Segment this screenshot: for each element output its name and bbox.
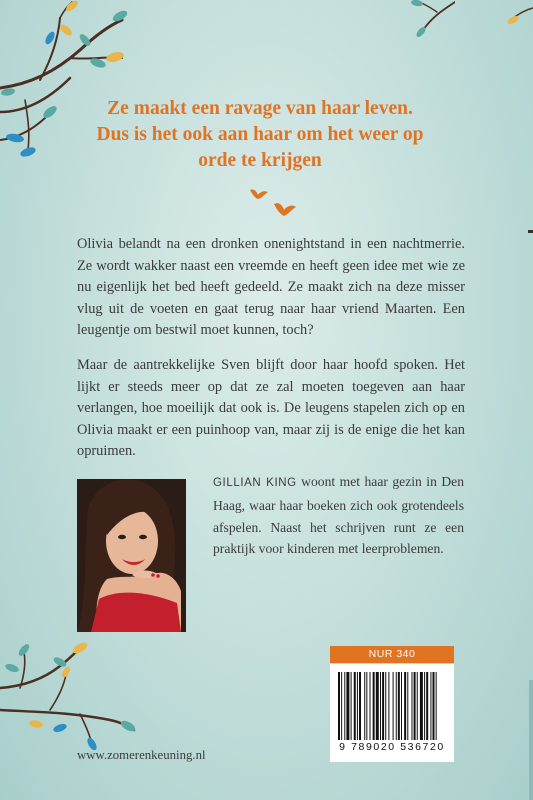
tree-branch-bottom-left (0, 640, 140, 750)
tagline-line-1: Ze maakt een ravage van haar leven. (107, 98, 413, 119)
barcode-bar (382, 672, 384, 740)
spine-edge (529, 680, 533, 800)
barcode-bar (341, 672, 342, 740)
barcode-bar (364, 672, 365, 740)
barcode-bar (357, 672, 358, 740)
barcode-bar (420, 672, 423, 740)
tree-branch-top-right (395, 0, 455, 40)
barcode-bar (376, 672, 379, 740)
author-bio (213, 471, 464, 560)
barcode-bar (398, 672, 400, 740)
barcode-bars (338, 672, 446, 740)
author-name: GILLIAN KING (213, 477, 297, 489)
edge-mark (528, 230, 533, 233)
barcode-bar (351, 672, 352, 740)
author-bio-text: woont met haar gezin in Den Haag, waar haar boeken zich ook grotendeels afspelen. Naast het schrijven runt ze een praktijk voor kinderen met leerproblemen. (213, 474, 464, 557)
barcode-bar (385, 672, 386, 740)
barcode-bar (414, 672, 416, 740)
flying-birds-icon (248, 186, 298, 220)
barcode-bar (346, 672, 349, 740)
barcode-bar (430, 672, 431, 740)
barcode-bar (407, 672, 408, 740)
barcode-bar (366, 672, 367, 740)
barcode-bar (426, 672, 428, 740)
tree-branch-right-edge (505, 0, 533, 40)
barcode-bar (396, 672, 397, 740)
blurb-paragraph-2: Maar de aantrekkelijke Sven blijft door haar hoofd spoken. Het lijkt er steeds meer op dat ze zal moeten toegeven aan haar verlangen, hoe moeilijk dat ook is. De leugens stapelen zich op en Olivia maakt er een puinhoop van, maar zij is de enige die het kan opruimen. (77, 357, 465, 460)
barcode-bar (424, 672, 425, 740)
barcode-bar (370, 672, 371, 740)
barcode-bar (338, 672, 340, 740)
barcode-bar (401, 672, 402, 740)
isbn-barcode (330, 664, 454, 762)
barcode-bar (393, 672, 394, 740)
barcode-bar (417, 672, 418, 740)
barcode-bar (412, 672, 413, 740)
blurb-paragraph-1: Olivia belandt na een dronken onenightstand in een nachtmerrie. Ze wordt wakker naast een vreemde en heeft geen idee met wie ze nu eigenlijk het bed heeft gedeeld. Ze maakt zich na deze misser vlug uit de voeten en gaat terug naar haar vriend Maarten. Een leugentje om bestwil moet kunnen, toch? (77, 236, 465, 339)
author-photo (77, 479, 186, 632)
barcode-bar (373, 672, 375, 740)
isbn-number: 9 789020 536720 (339, 741, 445, 753)
barcode-bar (433, 672, 435, 740)
tagline-line-3: orde te krijgen (198, 150, 322, 171)
barcode-bar (388, 672, 389, 740)
tagline (60, 96, 460, 174)
nur-code-label: NUR 340 (330, 646, 454, 663)
barcode-bar (436, 672, 437, 740)
barcode-bar (359, 672, 361, 740)
tagline-line-2: Dus is het ook aan haar om het weer op (96, 124, 424, 145)
barcode-bar (380, 672, 381, 740)
barcode-bar (354, 672, 356, 740)
barcode-bar (404, 672, 406, 740)
barcode-bar (344, 672, 345, 740)
publisher-website: www.zomerenkeuning.nl (77, 748, 206, 762)
